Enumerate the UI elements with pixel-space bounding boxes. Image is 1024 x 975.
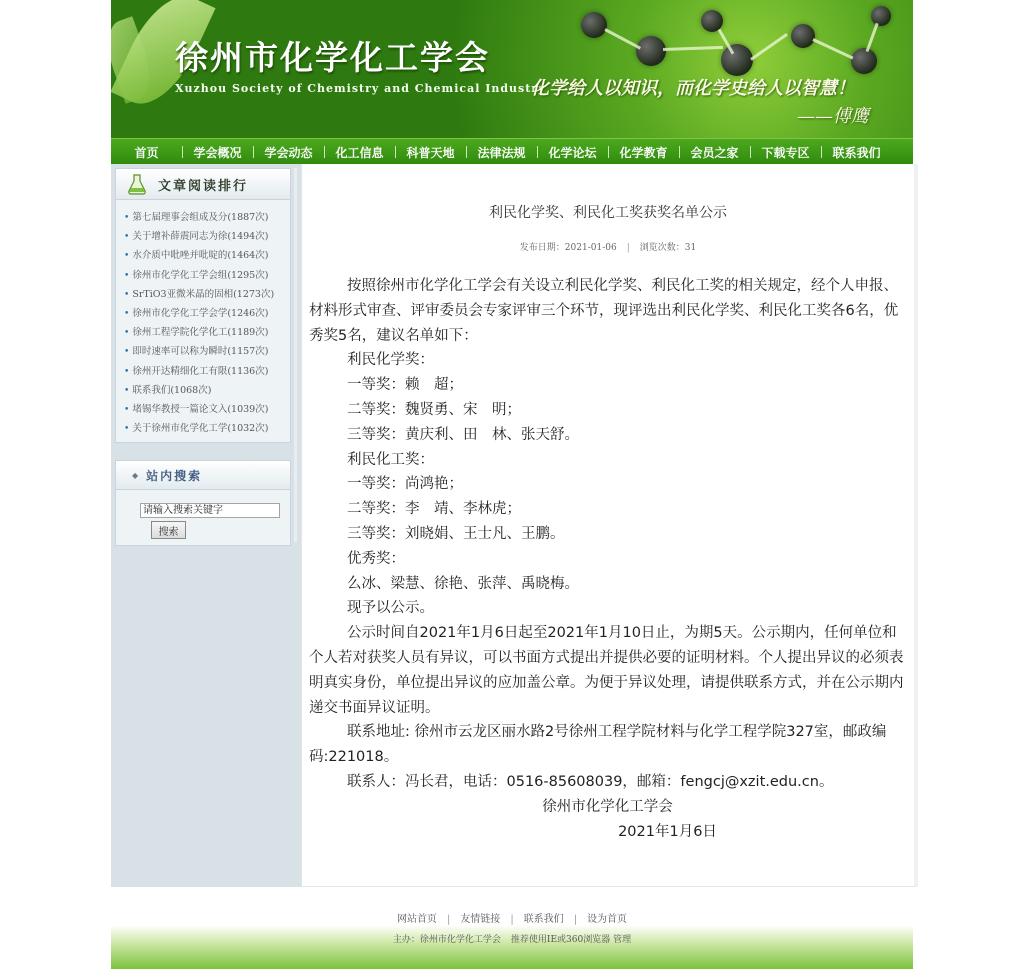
view-count: 浏览次数：31 bbox=[639, 243, 697, 253]
award-line: 三等奖：黄庆利、田 林、张天舒。 bbox=[347, 426, 579, 443]
nav-item-home[interactable]: 首页 bbox=[134, 145, 159, 160]
site-search-title: 站内搜索 bbox=[146, 468, 203, 483]
rank-item[interactable]: • 关于增补薛震同志为徐(1494次) bbox=[124, 231, 269, 243]
site-search-box bbox=[115, 460, 291, 546]
footer-link-contact[interactable]: 联系我们 bbox=[523, 914, 564, 925]
signature-org: 徐州市化学化工学会 bbox=[542, 798, 673, 815]
header-banner bbox=[111, 0, 913, 138]
rank-item[interactable]: • 联系我们(1068次) bbox=[124, 384, 212, 396]
flask-icon bbox=[126, 173, 148, 195]
meta-separator: | bbox=[626, 243, 630, 253]
article-intro: 按照徐州市化学化工学会有关设立利民化学奖、利民化工奖的相关规定，经个人申报、材料形式审查、评审委员会专家评审三个环节，现评选出利民化学奖、利民化工奖各6名，优秀奖5名，建议名单如下： bbox=[309, 278, 899, 344]
bullet-icon: • bbox=[124, 213, 130, 223]
molecule-atom-icon bbox=[871, 6, 891, 26]
molecule-bond bbox=[663, 46, 723, 51]
bullet-icon: • bbox=[124, 270, 130, 281]
nav-item-laws[interactable]: 法律法规 bbox=[466, 144, 537, 161]
reading-rank-box bbox=[115, 168, 291, 443]
nav-item-chem-info[interactable]: 化工信息 bbox=[324, 144, 395, 161]
bullet-icon: • bbox=[124, 251, 130, 262]
article-body bbox=[309, 274, 906, 844]
footer-link-home[interactable]: 网站首页 bbox=[396, 914, 437, 925]
nav-item-education[interactable]: 化学教育 bbox=[608, 144, 679, 161]
rank-item[interactable]: • SrTiO3亚微米晶的固相(1273次) bbox=[124, 288, 275, 300]
rank-item[interactable]: • 第七届理事会组成及分(1887次) bbox=[124, 212, 269, 223]
page-wrapper bbox=[111, 0, 913, 945]
site-subtitle: Xuzhou Society of Chemistry and Chemical Industry bbox=[175, 82, 546, 95]
nav-item-members[interactable]: 会员之家 bbox=[679, 144, 750, 161]
molecule-bond bbox=[604, 28, 641, 49]
rank-item[interactable]: • 堵锡华教授一篇论文入(1039次) bbox=[124, 403, 269, 415]
header-quote-author: ——傅鹰 bbox=[797, 106, 869, 127]
article-bottom-rule bbox=[302, 886, 914, 887]
site-title: 徐州市化学化工学会 bbox=[175, 38, 490, 77]
footer-link-set-homepage[interactable]: 设为首页 bbox=[587, 914, 628, 925]
molecule-atom-icon bbox=[791, 24, 815, 48]
rank-item[interactable]: • 徐州市化学化工学会组(1295次) bbox=[124, 269, 269, 281]
rank-item[interactable]: • 徐州开达精细化工有限(1136次) bbox=[124, 365, 269, 377]
footer-admin-link[interactable]: 管理 bbox=[613, 935, 632, 945]
rank-item[interactable]: • 徐州市化学化工学会学(1246次) bbox=[124, 307, 269, 319]
footer-browser-note: 推荐使用IE或360浏览器 bbox=[510, 935, 611, 945]
award-heading: 利民化工奖： bbox=[347, 451, 434, 468]
molecule-atom-icon bbox=[721, 44, 753, 76]
arrow-right-icon: ◆ bbox=[132, 470, 139, 480]
award-line: 三等奖：刘晓娟、王士凡、王鹏。 bbox=[347, 525, 565, 542]
molecule-atom-icon bbox=[581, 12, 607, 38]
award-line: 一等奖：赖 超； bbox=[347, 377, 463, 394]
announcement-period: 公示时间自2021年1月6日起至2021年1月10日止，为期5天。公示期内，任何单位和个人若对获奖人员有异议，可以书面方式提出并提供必要的证明材料。个人提出异议的必须表明真实身份，单位提出异议的应加盖公章。为便于异议处理，请提供联系方式，并在公示期内递交书面异议证明。 bbox=[309, 625, 904, 716]
molecule-bond bbox=[812, 38, 853, 59]
nav-item-about[interactable]: 学会概况 bbox=[182, 144, 253, 161]
rank-item[interactable]: • 关于徐州市化学化工学(1032次) bbox=[124, 423, 269, 435]
footer-host: 主办：徐州市化学化工学会 bbox=[392, 935, 501, 945]
award-line: 一等奖：尚鸿艳； bbox=[347, 476, 463, 493]
nav-item-forum[interactable]: 化学论坛 bbox=[537, 144, 608, 161]
header-quote: 化学给人以知识，而化学史给人以智慧！ bbox=[531, 78, 855, 99]
sidebar-divider bbox=[294, 168, 297, 542]
footer-info bbox=[111, 932, 913, 945]
award-heading: 优秀奖： bbox=[347, 550, 405, 567]
footer-link-friends[interactable]: 友情链接 bbox=[460, 914, 501, 925]
signature-date: 2021年1月6日 bbox=[618, 823, 717, 840]
nav-item-downloads[interactable]: 下载专区 bbox=[750, 144, 821, 161]
article-meta bbox=[302, 240, 914, 253]
search-input[interactable]: 请输入搜索关键字 bbox=[140, 503, 280, 518]
bullet-icon: • bbox=[124, 328, 130, 339]
bullet-icon: • bbox=[124, 404, 130, 415]
bullet-icon: • bbox=[124, 289, 130, 300]
contact-address: 联系地址: 徐州市云龙区丽水路2号徐州工程学院材料与化学工程学院327室，邮政编码:221018。 bbox=[309, 724, 887, 766]
nav-item-science[interactable]: 科普天地 bbox=[395, 144, 466, 161]
rank-item[interactable]: • 徐州工程学院化学化工(1189次) bbox=[124, 327, 269, 339]
award-line: 二等奖：魏贤勇、宋 明； bbox=[347, 401, 521, 418]
bullet-icon: • bbox=[124, 308, 130, 319]
article-title: 利民化学奖、利民化工奖获奖名单公示 bbox=[489, 205, 727, 221]
sidebar bbox=[111, 164, 301, 887]
search-button[interactable]: 搜索 bbox=[151, 521, 186, 539]
site-search-header bbox=[116, 461, 290, 490]
bullet-icon: • bbox=[124, 385, 130, 396]
contact-person: 联系人：冯长君，电话：0516-85608039，邮箱：fengcj@xzit.edu.cn。 bbox=[347, 773, 834, 790]
article-panel bbox=[301, 164, 914, 887]
announce-line: 现予以公示。 bbox=[347, 600, 434, 617]
footer-links bbox=[111, 910, 913, 925]
footer-separator: | bbox=[446, 914, 451, 925]
molecule-bond bbox=[866, 23, 879, 52]
rank-item[interactable]: • 即时速率可以称为瞬时(1157次) bbox=[124, 346, 269, 358]
molecule-atom-icon bbox=[851, 48, 877, 74]
reading-rank-list bbox=[116, 200, 290, 442]
footer-separator: | bbox=[510, 914, 514, 925]
main-nav bbox=[111, 138, 913, 165]
award-heading: 利民化学奖： bbox=[347, 352, 434, 369]
award-line: 么冰、梁慧、徐艳、张萍、禹晓梅。 bbox=[347, 575, 579, 592]
publish-date: 发布日期：2021-01-06 bbox=[519, 243, 617, 253]
nav-item-contact[interactable]: 联系我们 bbox=[821, 144, 892, 161]
molecule-atom-icon bbox=[636, 36, 666, 66]
bullet-icon: • bbox=[124, 347, 130, 358]
bullet-icon: • bbox=[124, 424, 130, 435]
reading-rank-title: 文章阅读排行 bbox=[158, 178, 249, 194]
molecule-bond bbox=[750, 33, 788, 61]
bullet-icon: • bbox=[124, 232, 130, 243]
nav-item-news[interactable]: 学会动态 bbox=[253, 144, 324, 161]
bullet-icon: • bbox=[124, 366, 130, 377]
rank-item[interactable]: • 水介质中吡唑并吡啶的(1464次) bbox=[124, 250, 269, 262]
footer-separator: | bbox=[573, 914, 578, 925]
reading-rank-header bbox=[116, 169, 290, 200]
award-line: 二等奖：李 靖、李林虎； bbox=[347, 501, 521, 518]
